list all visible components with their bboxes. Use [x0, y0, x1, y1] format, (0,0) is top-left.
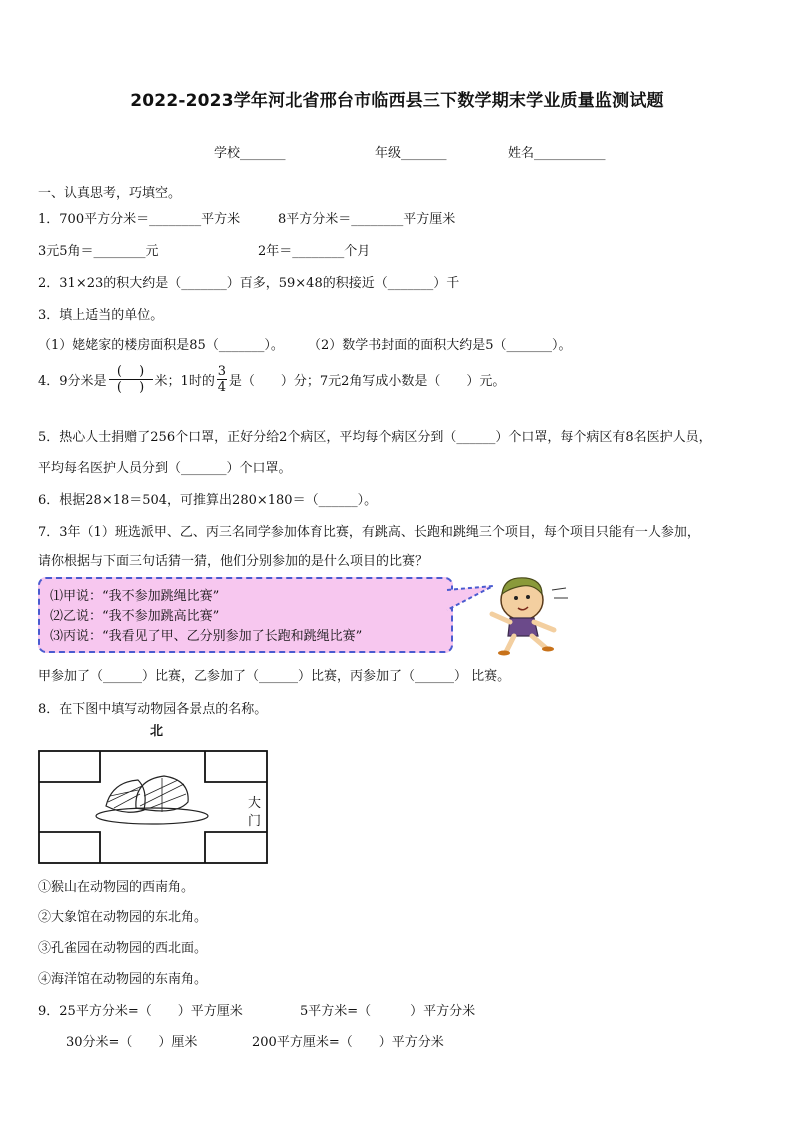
q9-part-d: 200平方厘米=（ ）平方分米 — [252, 1035, 444, 1050]
q1-part-b: 8平方分米＝________平方厘米 — [278, 212, 456, 227]
section-heading: 一、认真思考，巧填空。 — [38, 186, 182, 201]
grade-field: 年级_______ — [375, 146, 447, 161]
bubble-line-2: ⑵乙说：“我不参加跳高比赛” — [50, 609, 220, 624]
q4-text-3: 是（ ）分；7元2角写成小数是（ ）元。 — [228, 374, 506, 389]
q2: 2．31×23的积大约是（_______）百多，59×48的积接近（_______）千 — [38, 276, 460, 291]
q8-heading: 8．在下图中填写动物园各景点的名称。 — [38, 702, 268, 717]
gate-label-1: 大 — [248, 796, 262, 811]
q6: 6．根据28×18＝504，可推算出280×180＝（______）。 — [38, 493, 378, 508]
q4-text-2: 米；1时的 — [154, 374, 215, 389]
school-field: 学校_______ — [214, 146, 286, 161]
q4 — [38, 364, 505, 395]
q4-text-1: 4．9分米是 — [38, 374, 107, 389]
q5-line-1: 5．热心人士捐赠了256个口罩，正好分给2个病区，平均每个病区分到（______）个口罩，每个病区有8名医护人员， — [38, 430, 712, 445]
clue-2: ②大象馆在动物园的东北角。 — [38, 910, 208, 925]
q1-part-c: 3元5角＝________元 — [38, 244, 159, 259]
north-label: 北 — [150, 724, 164, 739]
fraction-three-quarters: $\frac{3}{4}$ — [217, 364, 226, 395]
q7-line-2: 请你根据与下面三句话猜一猜，他们分别参加的是什么项目的比赛？ — [38, 554, 429, 569]
bubble-line-1: ⑴甲说：“我不参加跳绳比赛” — [50, 589, 220, 604]
q9-part-a: 9．25平方分米=（ ）平方厘米 — [38, 1004, 243, 1019]
page-title: 2022-2023学年河北省邢台市临西县三下数学期末学业质量监测试题 — [130, 91, 664, 111]
q1-part-d: 2年＝________个月 — [258, 244, 371, 259]
q3-heading: 3．填上适当的单位。 — [38, 308, 164, 323]
name-field: 姓名___________ — [508, 146, 606, 161]
q3-part-a: （1）姥姥家的楼房面积是85（_______）。 — [38, 338, 284, 353]
q9-part-b: 5平方米=（ ）平方分米 — [300, 1004, 476, 1019]
zoo-map — [38, 750, 270, 868]
speech-bubble — [38, 577, 453, 653]
bubble-line-3: ⑶丙说：“我看见了甲、乙分别参加了长跑和跳绳比赛” — [50, 629, 363, 644]
q5-line-2: 平均每名医护人员分到（_______）个口罩。 — [38, 461, 292, 476]
gate-label-2: 门 — [248, 814, 262, 829]
pond-icon — [96, 776, 208, 824]
q7-line-1: 7．3年（1）班选派甲、乙、丙三名同学参加体育比赛，有跳高、长跑和跳绳三个项目，每个项目只能有一人参加， — [38, 525, 700, 540]
q9-part-c: 30分米=（ ）厘米 — [66, 1035, 198, 1050]
q7-answer: 甲参加了（______）比赛，乙参加了（______）比赛，丙参加了（______） 比赛。 — [38, 669, 511, 684]
blank-fraction: $\frac{( )}{( )}$ — [109, 364, 153, 395]
clue-1: ①猴山在动物园的西南角。 — [38, 880, 195, 895]
clue-4: ④海洋馆在动物园的东南角。 — [38, 972, 208, 987]
q1-part-a: 1．700平方分米＝________平方米 — [38, 212, 241, 227]
running-boy-icon — [482, 570, 572, 656]
clue-3: ③孔雀园在动物园的西北面。 — [38, 941, 208, 956]
q3-part-b: （2）数学书封面的面积大约是5（_______）。 — [308, 338, 572, 353]
